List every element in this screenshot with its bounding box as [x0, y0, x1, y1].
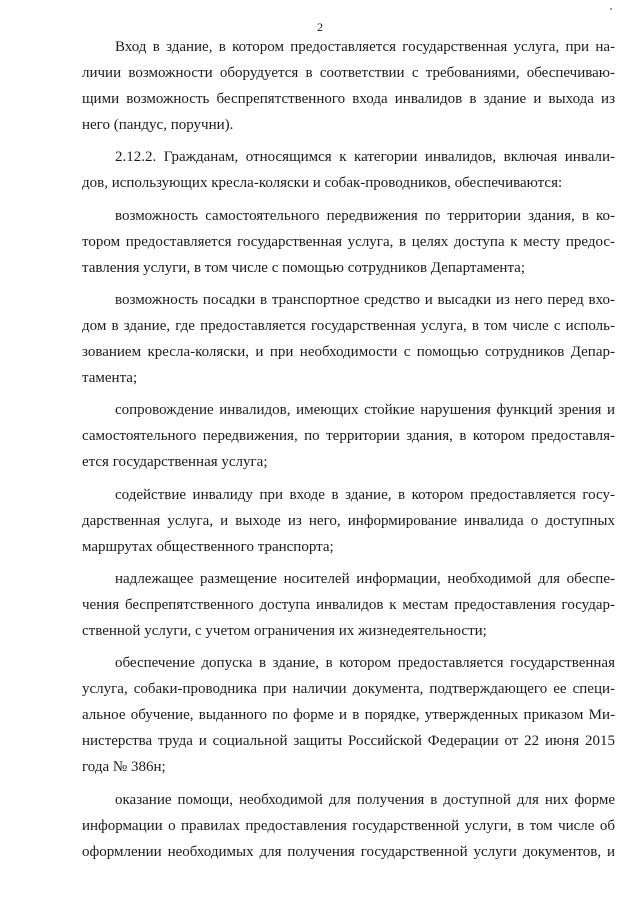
text-line: альное обучение, выданного по форме и в порядке, утвержденных приказом Ми-: [82, 707, 615, 724]
text-line: зованием кресла-коляски, и при необходимости с помощью сотрудников Депар-: [82, 344, 615, 361]
text-line: информации о правилах предоставления государственной услуги, в том числе об: [82, 817, 615, 834]
text-line: тором предоставляется государственная услуга, в целях доступа к месту предос-: [82, 233, 615, 250]
text-line: дом в здание, где предоставляется государственная услуга, в том числе с исполь-: [82, 317, 615, 334]
paragraph: [82, 566, 615, 644]
text-line: содействие инвалиду при входе в здание, в котором предоставляется госу-: [115, 486, 615, 503]
text-line: дарственная услуга, и выходе из него, информирование инвалида о доступных: [82, 512, 615, 529]
text-line: ственной услуги, с учетом ограничения их жизнедеятельности;: [82, 622, 487, 639]
text-line: тавления услуги, в том числе с помощью сотрудников Департамента;: [82, 259, 526, 276]
paragraph: [82, 482, 615, 560]
text-line: оформлении необходимых для получения государственной услуги документов, и: [82, 843, 615, 860]
paragraph: [82, 34, 615, 138]
paragraph: [82, 287, 615, 391]
text-line: обеспечение допуска в здание, в котором предоставляется государственная: [115, 655, 615, 672]
text-line: услуга, собаки-проводника при наличии документа, подтверждающего ее специ-: [82, 681, 615, 698]
text-line: дов, использующих кресла-коляски и собак-проводников, обеспечиваются:: [82, 175, 563, 192]
text-line: года № 386н;: [82, 759, 166, 776]
paragraph: [82, 650, 615, 780]
text-line: ется государственная услуга;: [82, 454, 268, 471]
text-line: сопровождение инвалидов, имеющих стойкие нарушения функций зрения и: [115, 402, 615, 419]
text-line: него (пандус, поручни).: [82, 117, 234, 134]
text-line: маршрутах общественного транспорта;: [82, 538, 334, 555]
text-line: нистерства труда и социальной защиты Российской Федерации от 22 июня 2015: [82, 733, 615, 750]
text-line: оказание помощи, необходимой для получения в доступной для них форме: [115, 791, 615, 808]
text-line: щими возможность беспрепятственного входа инвалидов в здание и выхода из: [82, 91, 615, 108]
text-line: личии возможности оборудуется в соответствии с требованиями, обеспечиваю-: [82, 65, 615, 82]
paragraph: [82, 397, 615, 475]
text-line: Вход в здание, в котором предоставляется государственная услуга, при на-: [115, 39, 615, 55]
paragraph: [82, 203, 615, 281]
text-line: чения беспрепятственного доступа инвалидов к местам предоставления государ-: [82, 596, 615, 613]
page-number: 2: [317, 20, 323, 34]
paragraph: [82, 144, 615, 196]
text-line: надлежащее размещение носителей информации, необходимой для обеспе-: [115, 570, 615, 587]
scan-speck: [610, 8, 612, 10]
paragraph: [82, 787, 615, 865]
text-line: 2.12.2. Гражданам, относящимся к категории инвалидов, включая инвали-: [115, 149, 615, 166]
document-body: [82, 34, 615, 865]
text-line: самостоятельного передвижения, по территории здания, в котором предоставля-: [82, 428, 615, 445]
text-line: возможность посадки в транспортное средство и высадки из него перед вхо-: [115, 291, 615, 308]
text-line: возможность самостоятельного передвижения по территории здания, в ко-: [115, 207, 615, 224]
text-line: тамента;: [82, 370, 138, 387]
